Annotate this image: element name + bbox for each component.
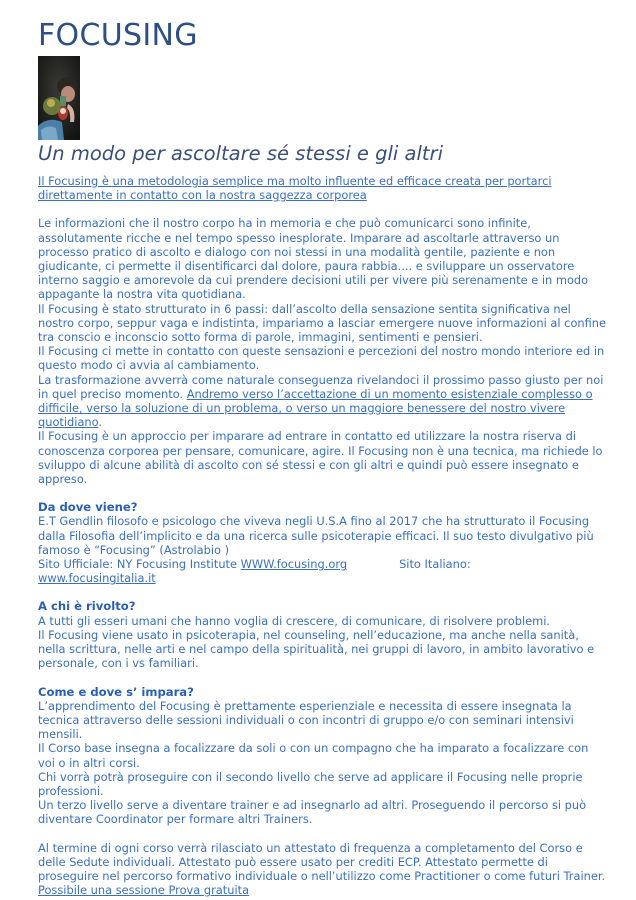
document-page — [38, 18, 608, 897]
paragraph: Il Focusing è stato strutturato in 6 passi: dall’ascolto della sensazione sentita significativa nel nostro corpo, seppur vaga e indistinta, impariamo a lasciar emergere nuove informazioni al confine tra conscio e inconscio sotto forma di parole, immagini, sentimenti e pensieri. — [38, 301, 607, 345]
official-site-label: Sito Ufficiale: NY Focusing Institute — [38, 557, 241, 572]
free-trial-link[interactable]: Possibile una sessione Prova gratuita — [38, 883, 250, 898]
paragraph: Le informazioni che il nostro corpo ha in memoria e che può comunicarci sono infinite, assolutamente ricche e nel tempo spesso inesplorate. Imparare ad ascoltarle attraverso un processo pratico di ascolto e dialogo con noi stessi in una modalità gentile, paziente e non giudicante, ci permette il disentificarci dal dolore, paura rabbia.... e sviluppare un osservatore interno saggio e amorevole da cui prendere decisioni utili per vivere più serenamente e in modo appagante la nostra vita quotidiana. — [38, 216, 589, 302]
main-section — [38, 216, 608, 486]
acceptance-link[interactable]: Andremo verso l’accettazione di un momento esistenziale complesso o difficile, verso la soluzione di un problema, o verso un maggiore benessere del nostro vivere quotidiano — [38, 386, 593, 430]
origin-section — [38, 500, 608, 585]
origin-heading: Da dove viene? — [38, 500, 138, 515]
learning-heading: Come e dove s’ impara? — [38, 684, 194, 699]
page-title: FOCUSING — [38, 18, 198, 53]
origin-text: E.T Gendlin filosofo e psicologo che viveva negli U.S.A fino al 2017 che ha strutturato il Focusing dalla Filosofia dell’implicito e da una ricerca sulle psicoterapie efficaci. Il suo testo divulgativo più famoso è “Focusing” (Astrolabio ) — [38, 514, 594, 557]
learning-section — [38, 685, 608, 827]
learning-line: L’apprendimento del Focusing è prettamente esperienziale e necessita di essere insegnata la tecnica attraverso delle sessioni individuali o con incontri di gruppo e/o con seminari intensivi mensili. — [38, 698, 574, 742]
subtitle: Un modo per ascoltare sé stessi e gli altri — [38, 142, 443, 165]
certificate-section — [38, 841, 608, 898]
audience-heading: A chi è rivolto? — [38, 599, 136, 614]
transformation-text: La trasformazione avverrà come naturale conseguenza rivelandoci il prossimo passo giusto per noi in quel preciso momento. — [38, 372, 604, 401]
learning-line: Chi vorrà potrà proseguire con il secondo livello che serve ad applicare il Focusing nelle proprie professioni. — [38, 769, 583, 798]
italian-site-link[interactable]: www.focusingitalia.it — [38, 571, 156, 586]
learning-line: Il Corso base insegna a focalizzare da soli o con un compagno che ha imparato a focalizzare con voi o in altri corsi. — [38, 741, 589, 770]
learning-line: Un terzo livello serve a diventare trainer e ad insegnarlo ad altri. Proseguendo il percorso si può diventare Coordinator per formare altri Trainers. — [38, 798, 587, 827]
certificate-paragraph — [38, 841, 608, 898]
official-site-link[interactable]: WWW.focusing.org — [240, 557, 348, 572]
sites-line — [38, 557, 608, 585]
period: . — [98, 415, 103, 430]
audience-line: A tutti gli esseri umani che hanno voglia di crescere, di comunicare, di risolvere problemi. — [38, 613, 550, 628]
audience-section — [38, 599, 608, 670]
italian-site-label: Sito Italiano: — [399, 557, 471, 572]
paragraph: Il Focusing è un approccio per imparare ad entrare in contatto ed utilizzare la nostra riserva di conoscenza corporea per pensare, comunicare, agire. Il Focusing non è una tecnica, ma richiede lo sviluppo di alcune abilità di ascolto con sé stessi e con gli altri e quindi può essere insegnato e appreso. — [38, 429, 603, 487]
intro-link[interactable]: Il Focusing è una metodologia semplice ma molto influente ed efficace creata per portarci direttamente in contatto con la nostra saggezza corporea — [38, 174, 552, 203]
transformation-paragraph — [38, 373, 608, 430]
certificate-text: Al termine di ogni corso verrà rilasciato un attestato di frequenza a completamento del Corso e delle Sedute individuali. Attestato può essere usato per crediti ECP. Attestato permette di proseguire nel percorso formativo individuale o nell’utilizzo come Practitioner o come futuri Trainer. — [38, 840, 606, 883]
paragraph: Il Focusing ci mette in contatto con queste sensazioni e percezioni del nostro mondo interiore ed in questo modo ci avvia al cambiamento. — [38, 344, 605, 373]
audience-line: Il Focusing viene usato in psicoterapia, nel counseling, nell’educazione, ma anche nella sanità, nella scrittura, nelle arti e nel campo della spiritualità, nei gruppi di lavoro, in ambito lavorativo e personale, con i vs familiari. — [38, 627, 595, 671]
intro-paragraph — [38, 174, 608, 202]
painting-image — [38, 56, 80, 140]
